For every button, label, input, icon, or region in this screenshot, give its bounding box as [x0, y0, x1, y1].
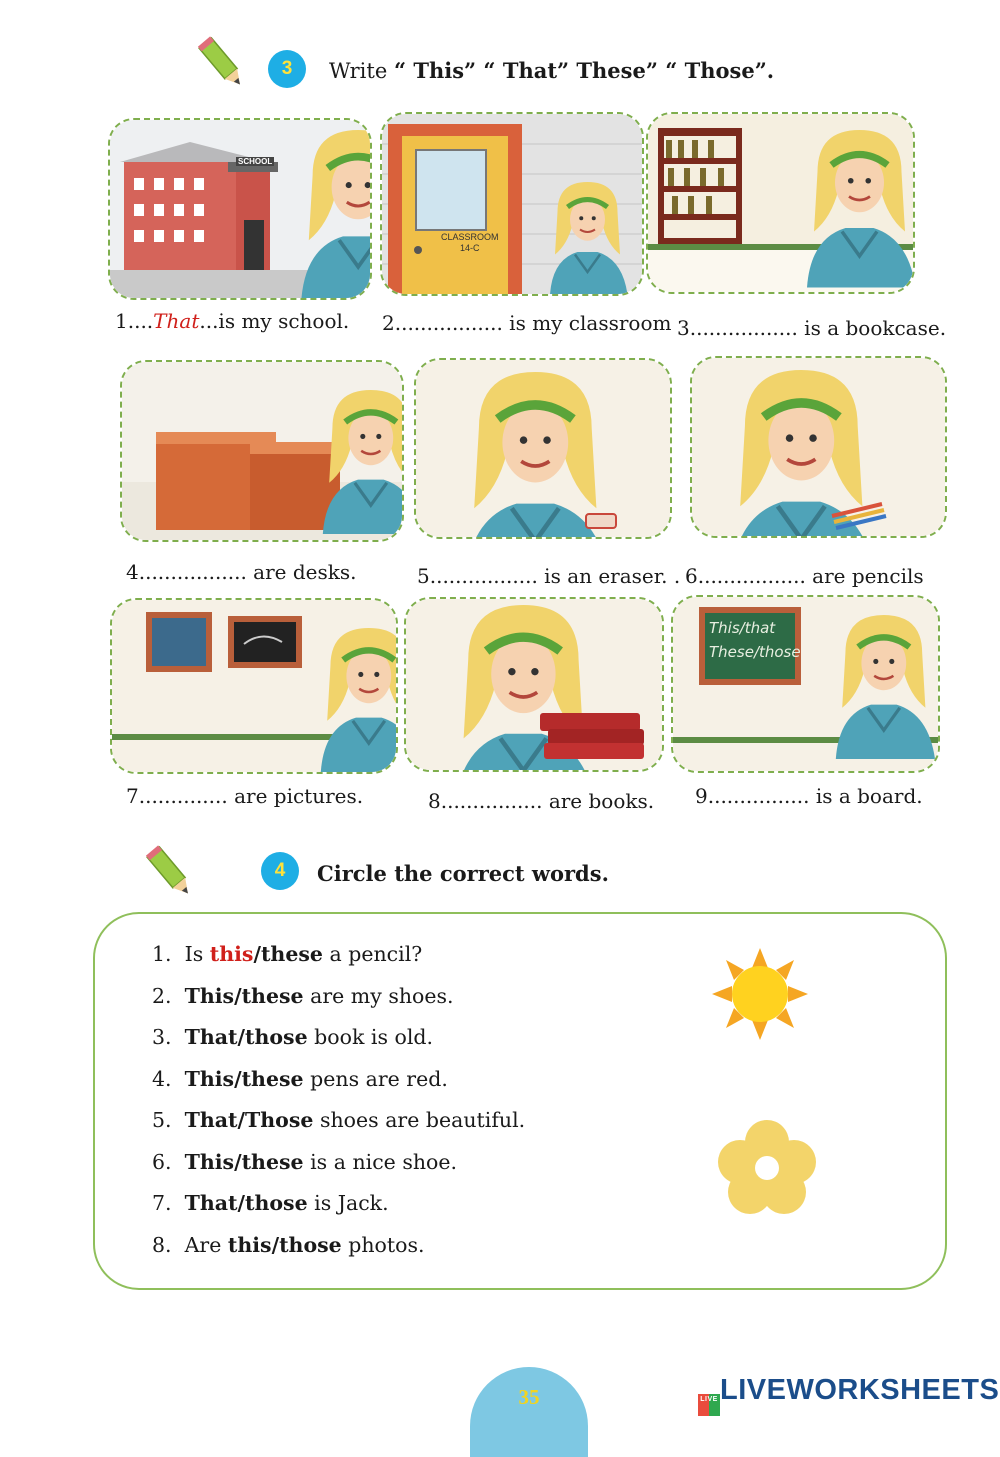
sun-icon [712, 948, 808, 1040]
school-sign: SCHOOL [238, 157, 273, 166]
picture-pencils [690, 356, 947, 538]
exercise-instruction: Write “ This” “ That” These” “ Those”. [329, 58, 775, 83]
item-8: 8................ are books. [428, 789, 655, 813]
board-text: This/that These/those [709, 619, 801, 661]
item-5: 5................. is an eraser. . [417, 564, 681, 588]
item-7: 7.............. are pictures. [126, 784, 364, 808]
list-item: 1. Is this/these a pencil? [152, 942, 423, 966]
list-item: 3. That/those book is old. [152, 1025, 434, 1049]
page-number: 35 [518, 1385, 540, 1409]
item-1: 1....That...is my school. [115, 309, 350, 333]
item-3: 3................. is a bookcase. [677, 316, 947, 340]
list-item: 8. Are this/those photos. [152, 1232, 425, 1257]
answer-that: That [153, 309, 200, 333]
picture-classroom [380, 112, 644, 296]
item-4: 4................. are desks. [126, 560, 357, 584]
exercise-instruction: Circle the correct words. [317, 861, 609, 886]
exercise-number-badge: 3 [268, 50, 306, 88]
picture-desks [120, 360, 404, 542]
list-item: 6. This/these is a nice shoe. [152, 1149, 458, 1174]
pencil-icon [192, 33, 252, 93]
list-item: 7. That/those is Jack. [152, 1191, 389, 1215]
picture-school [108, 118, 372, 300]
door-sign: CLASSROOM 14-C [441, 232, 499, 253]
picture-bookcase [646, 112, 915, 294]
circle-words-list [152, 934, 525, 1266]
item-6: 6................. are pencils [685, 564, 924, 588]
list-item: 2. This/these are my shoes. [152, 983, 454, 1008]
liveworksheets-logo: LIVELIVEWORKSHEETS [698, 1374, 999, 1416]
list-item: 4. This/these pens are red. [152, 1066, 448, 1091]
item-9: 9................ is a board. [695, 784, 923, 808]
exercise-number-badge: 4 [261, 852, 299, 890]
page-number-tab [470, 1367, 588, 1457]
pencil-icon [140, 842, 200, 902]
flower-icon [716, 1120, 818, 1214]
picture-pictures [110, 598, 398, 774]
circled-answer[interactable]: this [209, 942, 254, 966]
picture-books [404, 597, 664, 772]
list-item: 5. That/Those shoes are beautiful. [152, 1108, 526, 1132]
item-2: 2................. is my classroom [382, 311, 672, 335]
picture-eraser [414, 358, 672, 539]
